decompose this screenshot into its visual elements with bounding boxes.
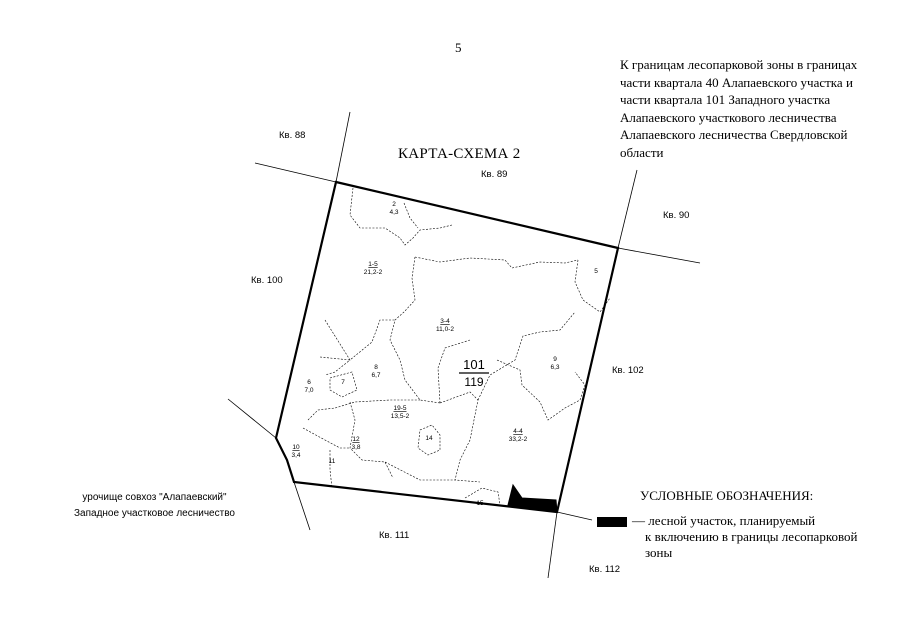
quarter-label-112: Кв. 112: [589, 564, 621, 575]
parcel-label-bottom: 7,0: [304, 387, 314, 394]
legend-description: [632, 513, 872, 561]
quarter-label-111: Кв. 111: [379, 530, 410, 541]
quarter-number: 101: [463, 357, 485, 372]
parcel-label-bottom: 4,3: [389, 209, 399, 216]
boundary-88-89: [255, 163, 336, 182]
boundary-111-west: [294, 482, 310, 530]
parcel-19-south: [385, 462, 455, 480]
heading-line: области: [620, 144, 664, 160]
parcel-label-top: 12: [352, 436, 360, 443]
boundary-90-102: [618, 248, 700, 263]
parcel-6-edge: [325, 320, 350, 375]
legend-line: зоны: [645, 545, 673, 560]
heading-line: части квартала 40 Алапаевского участка и: [620, 74, 853, 90]
parcel-label-top: 10: [292, 444, 300, 451]
parcel-label-bottom: 21,2-2: [363, 269, 383, 276]
parcel-label-top: 1-5: [368, 261, 378, 268]
legend-swatch: [597, 517, 627, 527]
heading-line: Алапаевского лесничества Свердловской: [620, 127, 848, 142]
legend-line: — лесной участок, планируемый: [632, 513, 816, 528]
quarter-101-boundary: [276, 182, 618, 512]
boundary-111-112: [548, 512, 557, 578]
parcel-label-top: 11: [328, 458, 336, 465]
parcel-label-bottom: 11,0-2: [436, 326, 454, 333]
parcel-label-top: 5: [594, 268, 598, 275]
quarter-label-89: Кв. 89: [481, 169, 508, 180]
map-title: КАРТА-СХЕМА 2: [398, 146, 521, 162]
parcel-label-top: 8: [374, 364, 378, 371]
parcel-label-top: 4-4: [513, 428, 523, 435]
parcel-9-edge: [497, 360, 585, 420]
locality-note: [74, 490, 235, 522]
quarter-label-100: Кв. 100: [251, 275, 283, 286]
parcel-label-bottom: 13,5-2: [390, 413, 410, 420]
parcel-label-bottom: 33,2-2: [508, 436, 528, 443]
parcel-label-top: 2: [392, 201, 396, 208]
parcel-label-bottom: 6,7: [371, 372, 381, 379]
quarter-label-102: Кв. 102: [612, 365, 644, 376]
parcel-label-top: 6: [307, 379, 311, 386]
parcel-label-top: 7: [341, 379, 345, 386]
parcel-1-edge: [390, 257, 440, 403]
page-number: 5: [455, 40, 462, 55]
locality-line: урочище совхоз "Алапаевский": [82, 492, 227, 503]
parcel-labels: [291, 201, 598, 507]
legend-line: к включению в границы лесопарковой: [645, 529, 858, 544]
boundary-88-89-north: [336, 112, 350, 182]
parcel-label-top: 14: [425, 435, 433, 442]
heading-line: К границам лесопарковой зоны в границах: [620, 57, 858, 72]
quarter-label-90: Кв. 90: [663, 210, 690, 221]
parcel-label-bottom: 3,8: [351, 444, 361, 451]
quarter-area: 119: [464, 375, 484, 389]
parcel-4-edge: [440, 392, 480, 482]
parcel-10-edge: [303, 428, 350, 448]
boundary-89-90: [618, 170, 637, 248]
locality-line: Западное участковое лесничество: [74, 508, 235, 519]
legend-title: УСЛОВНЫЕ ОБОЗНАЧЕНИЯ:: [640, 488, 814, 503]
boundary-102-112: [557, 512, 592, 520]
heading-line: части квартала 101 Западного участка: [620, 92, 831, 107]
parcel-11-edge: [330, 450, 332, 488]
parcel-3-east: [478, 312, 575, 400]
parcel-8-edge: [320, 320, 395, 360]
parcel-label-bottom: 3,4: [291, 452, 301, 459]
parcel-2-inner: [404, 203, 418, 228]
heading-line: Алапаевского участкового лесничества: [620, 109, 837, 125]
parcel-3-north: [415, 257, 578, 268]
parcel-label-top: 3-4: [440, 318, 450, 325]
boundary-100-111: [228, 399, 276, 438]
quarter-label-88: Кв. 88: [279, 130, 306, 141]
parcel-label-bottom: 6,3: [550, 364, 560, 371]
parcel-label-top: 19-5: [393, 405, 407, 412]
parcel-label-top: 9: [553, 356, 557, 363]
parcel-label-top: 15: [476, 500, 484, 507]
